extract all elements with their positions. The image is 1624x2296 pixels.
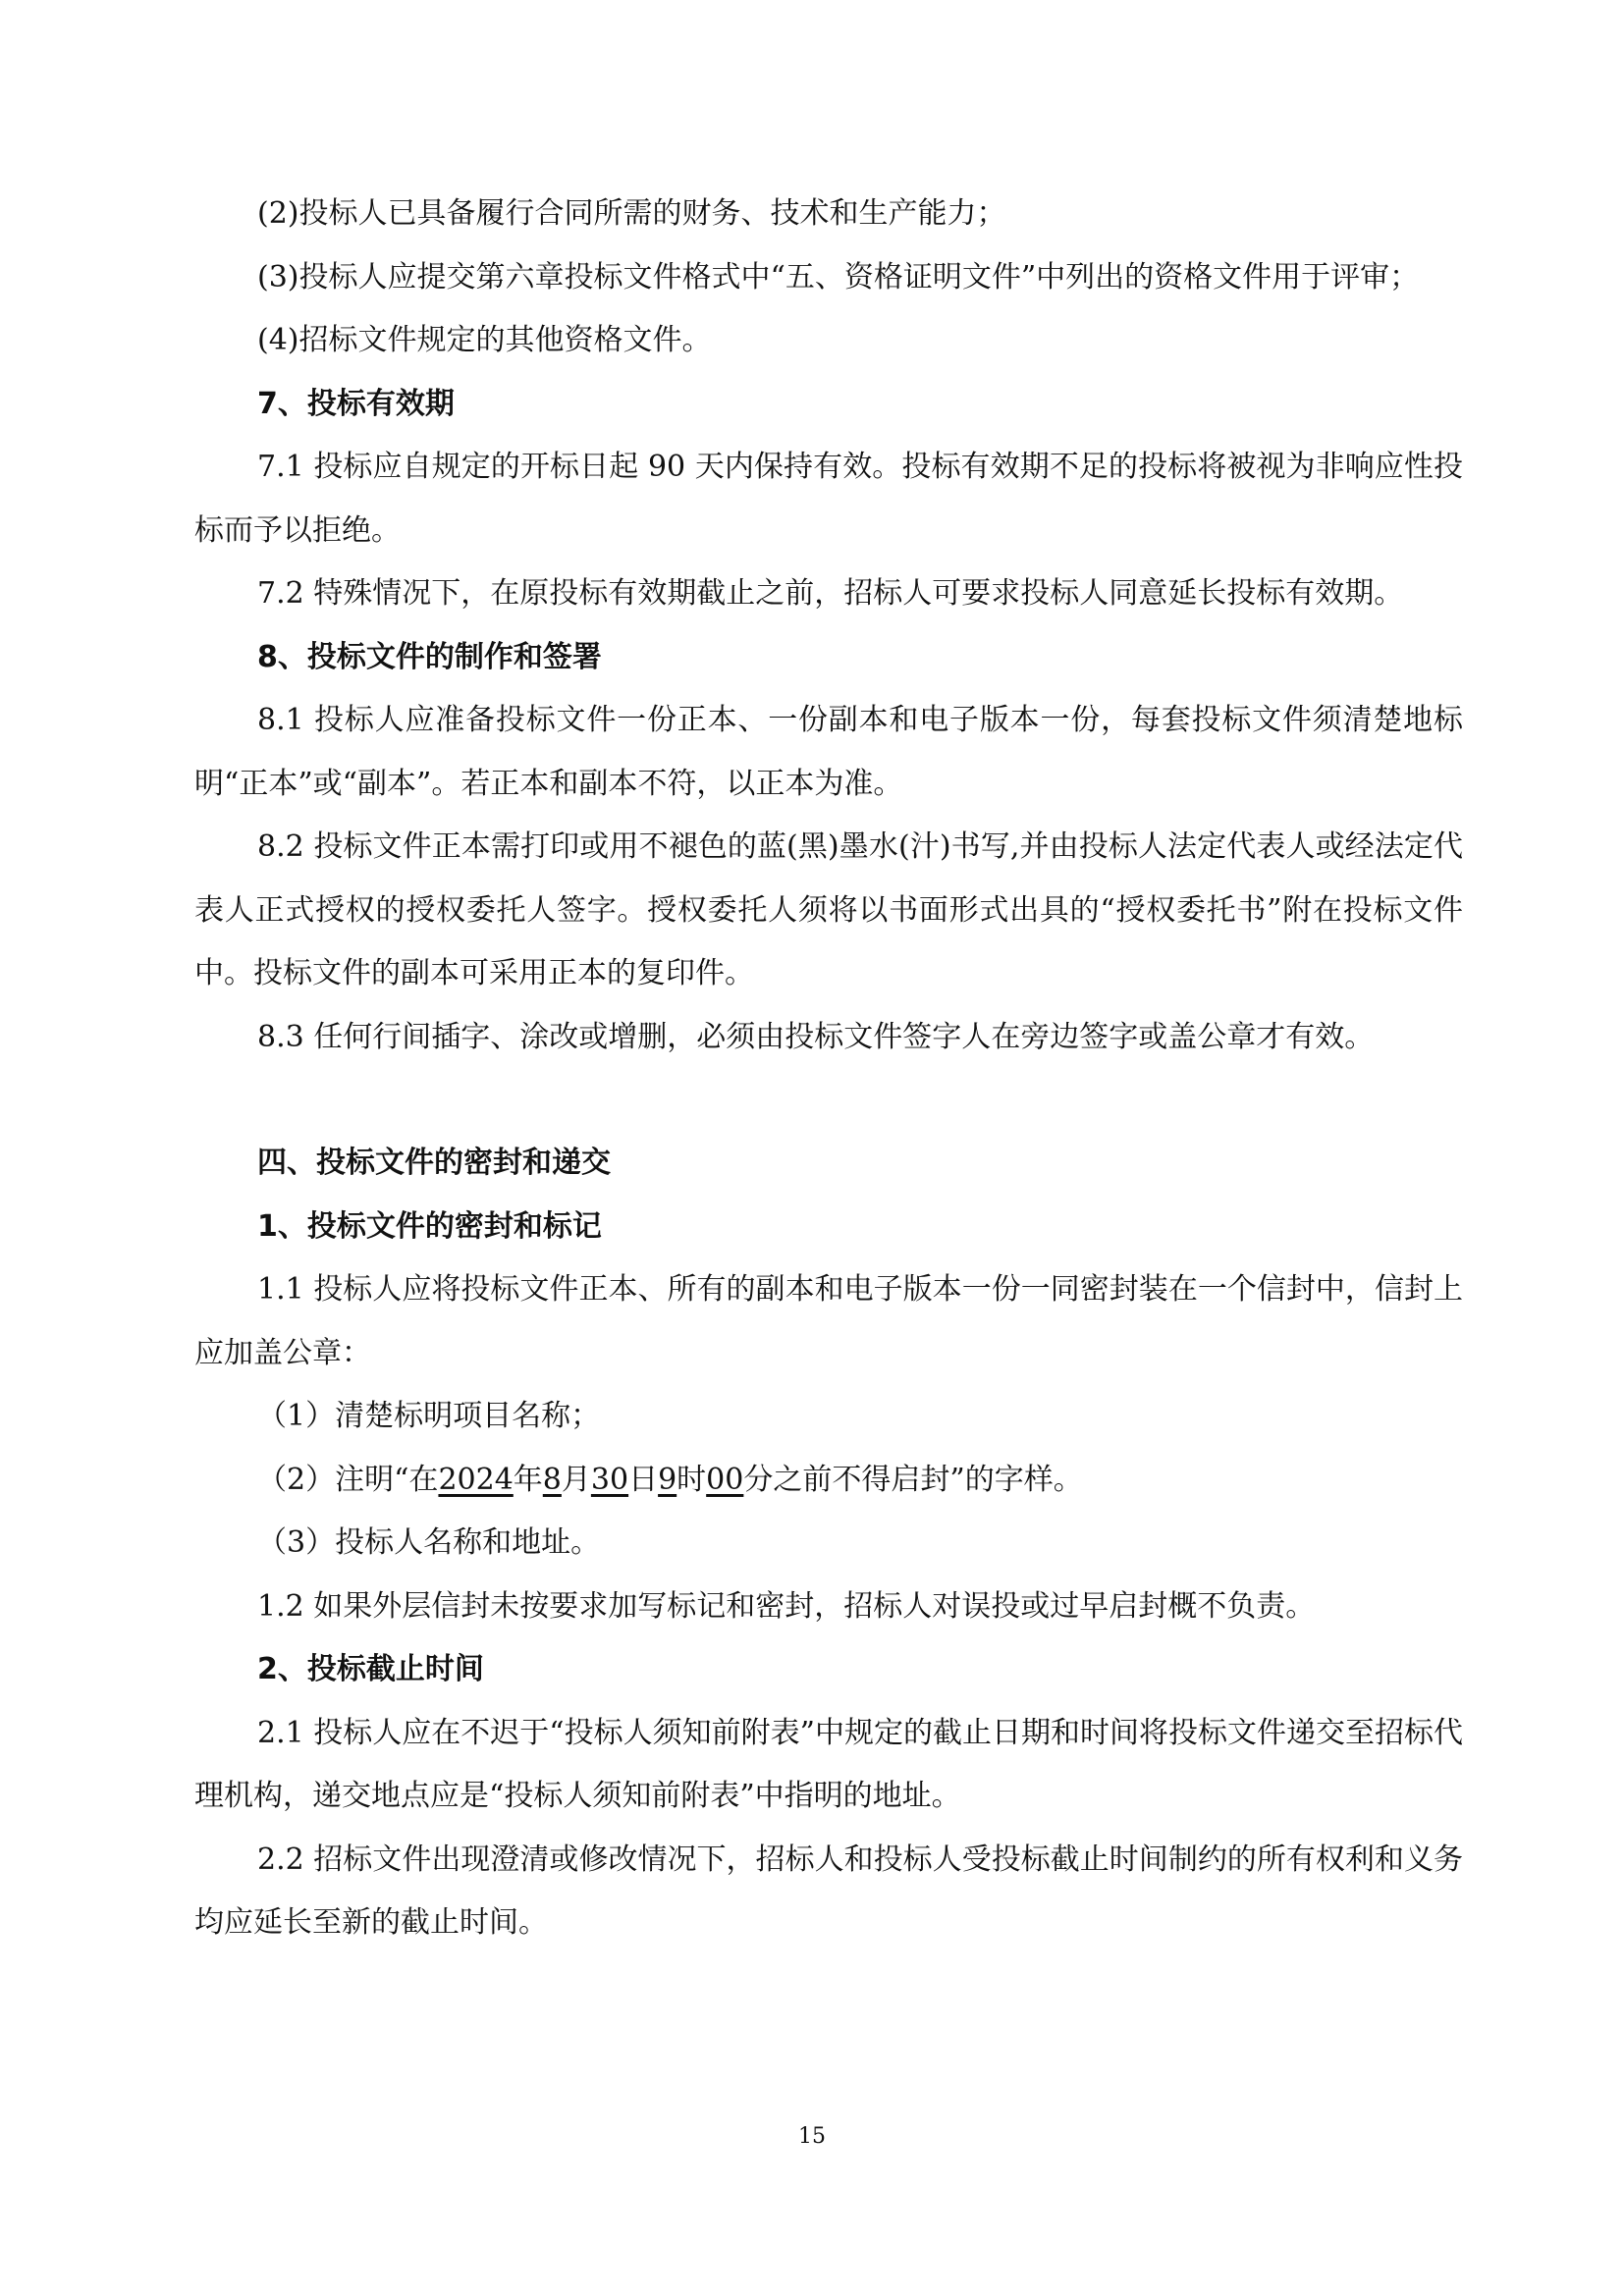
- paragraph-8-3: 8.3 任何行间插字、涂改或增删，必须由投标文件签字人在旁边签字或盖公章才有效。: [257, 1019, 1375, 1054]
- heading-bid-deadline: 2、投标截止时间: [257, 1652, 484, 1686]
- paragraph-2-2: 2.2 招标文件出现澄清或修改情况下，招标人和投标人受投标截止时间制约的所有权利和义务均应延长至新的截止时间。: [194, 1842, 1463, 1940]
- heading-bid-preparation: 8、投标文件的制作和签署: [257, 639, 602, 674]
- paragraph-qualification-4: (4)招标文件规定的其他资格文件。: [257, 323, 712, 357]
- text-suffix: 分之前不得启封”的字样。: [743, 1462, 1083, 1497]
- paragraph-1-1-b: [194, 1449, 1463, 1513]
- text-prefix: （2）注明“在: [257, 1462, 439, 1497]
- paragraph-1-1: 1.1 投标人应将投标文件正本、所有的副本和电子版本一份一同密封装在一个信封中，信封上应加盖公章：: [194, 1272, 1463, 1370]
- heading-bid-validity: 7、投标有效期: [257, 386, 455, 421]
- paragraph-7-1: 7.1 投标应自规定的开标日起 90 天内保持有效。投标有效期不足的投标将被视为非响应性投标而予以拒绝。: [194, 450, 1463, 548]
- day-unit: 日: [628, 1462, 659, 1497]
- month-unit: 月: [561, 1462, 591, 1497]
- deadline-year: 2024: [438, 1462, 514, 1497]
- document-body: [194, 183, 1463, 1955]
- deadline-month: 8: [542, 1462, 562, 1497]
- paragraph-qualification-2: (2)投标人已具备履行合同所需的财务、技术和生产能力；: [257, 196, 1006, 231]
- year-unit: 年: [513, 1462, 543, 1497]
- paragraph-1-2: 1.2 如果外层信封未按要求加写标记和密封，招标人对误投或过早启封概不负责。: [257, 1588, 1316, 1624]
- hour-unit: 时: [677, 1462, 707, 1497]
- paragraph-7-2: 7.2 特殊情况下，在原投标有效期截止之前，招标人可要求投标人同意延长投标有效期。: [257, 576, 1404, 611]
- paragraph-1-1-a: （1）清楚标明项目名称；: [257, 1399, 601, 1433]
- section-heading-sealing-submission: 四、投标文件的密封和递交: [257, 1146, 611, 1180]
- paragraph-1-1-c: （3）投标人名称和地址。: [257, 1525, 601, 1560]
- paragraph-qualification-3: (3)投标人应提交第六章投标文件格式中“五、资格证明文件”中列出的资格文件用于评审；: [257, 259, 1420, 294]
- deadline-hour: 9: [658, 1462, 677, 1497]
- page-number: 15: [798, 2124, 826, 2149]
- heading-sealing-marking: 1、投标文件的密封和标记: [257, 1208, 602, 1244]
- paragraph-2-1: 2.1 投标人应在不迟于“投标人须知前附表”中规定的截止日期和时间将投标文件递交至招标代理机构，递交地点应是“投标人须知前附表”中指明的地址。: [194, 1715, 1463, 1813]
- deadline-minute: 00: [706, 1462, 744, 1497]
- paragraph-8-1: 8.1 投标人应准备投标文件一份正本、一份副本和电子版本一份，每套投标文件须清楚地标明“正本”或“副本”。若正本和副本不符，以正本为准。: [194, 703, 1463, 801]
- paragraph-8-2: 8.2 投标文件正本需打印或用不褪色的蓝(黑)墨水(汁)书写,并由投标人法定代表人或经法定代表人正式授权的授权委托人签字。授权委托人须将以书面形式出具的“授权委托书”附在投标文件中。投标文件的副本可采用正本的复印件。: [194, 829, 1463, 990]
- deadline-day: 30: [590, 1462, 629, 1497]
